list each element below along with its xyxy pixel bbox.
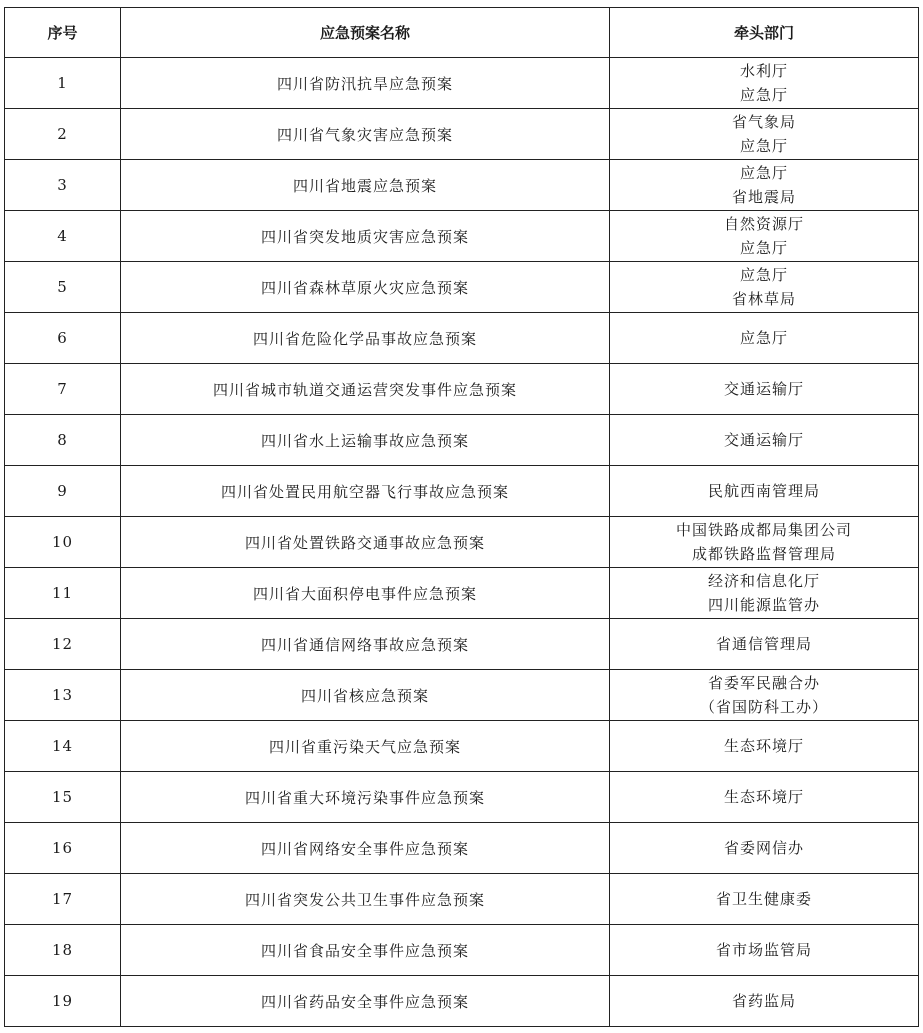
plan-name-cell: 四川省气象灾害应急预案: [121, 109, 610, 160]
table-row: [5, 160, 919, 211]
lead-department-cell: [610, 211, 919, 262]
plan-name-cell: 四川省药品安全事件应急预案: [121, 976, 610, 1027]
plan-name-cell: 四川省突发公共卫生事件应急预案: [121, 874, 610, 925]
table-row: [5, 823, 919, 874]
serial-number-cell: 2: [5, 109, 121, 160]
header-row: [5, 8, 919, 58]
table-row: [5, 58, 919, 109]
table-row: [5, 262, 919, 313]
department-name: 省卫生健康委: [715, 890, 812, 908]
department-name: 省市场监管局: [715, 941, 812, 959]
plan-name-cell: 四川省核应急预案: [121, 670, 610, 721]
lead-department-cell: [610, 364, 919, 415]
plan-name-cell: 四川省通信网络事故应急预案: [121, 619, 610, 670]
serial-number-cell: 6: [5, 313, 121, 364]
lead-department-cell: [610, 415, 919, 466]
department-name: 应急厅: [739, 137, 788, 155]
table-row: [5, 313, 919, 364]
table-row: [5, 466, 919, 517]
plan-name-cell: 四川省水上运输事故应急预案: [121, 415, 610, 466]
table-body: [5, 58, 919, 1027]
table-row: [5, 874, 919, 925]
serial-number-cell: 9: [5, 466, 121, 517]
table-row: [5, 568, 919, 619]
plan-name-cell: 四川省突发地质灾害应急预案: [121, 211, 610, 262]
plan-name-cell: 四川省危险化学品事故应急预案: [121, 313, 610, 364]
department-name: 中国铁路成都局集团公司: [675, 521, 852, 539]
emergency-plan-table: [4, 7, 919, 1027]
table-header: [5, 8, 919, 58]
department-name: 省通信管理局: [715, 635, 812, 653]
plan-name-cell: 四川省处置民用航空器飞行事故应急预案: [121, 466, 610, 517]
department-name: 自然资源厅: [723, 215, 804, 233]
lead-department-cell: [610, 670, 919, 721]
plan-name-cell: 四川省食品安全事件应急预案: [121, 925, 610, 976]
plan-name-cell: 四川省防汛抗旱应急预案: [121, 58, 610, 109]
lead-department-cell: [610, 568, 919, 619]
department-name: 交通运输厅: [723, 380, 804, 398]
department-name: 交通运输厅: [723, 431, 804, 449]
lead-department-cell: [610, 874, 919, 925]
plan-name-cell: 四川省网络安全事件应急预案: [121, 823, 610, 874]
serial-number-cell: 17: [5, 874, 121, 925]
plan-name-cell: 四川省地震应急预案: [121, 160, 610, 211]
serial-number-cell: 7: [5, 364, 121, 415]
serial-number-cell: 4: [5, 211, 121, 262]
department-name: 省地震局: [731, 188, 796, 206]
table-row: [5, 364, 919, 415]
department-name: 省药监局: [731, 992, 796, 1010]
lead-department-cell: [610, 313, 919, 364]
serial-number-cell: 1: [5, 58, 121, 109]
serial-number-cell: 18: [5, 925, 121, 976]
lead-department-cell: [610, 823, 919, 874]
department-name: 民航西南管理局: [707, 482, 820, 500]
serial-number-cell: 10: [5, 517, 121, 568]
serial-number-cell: 12: [5, 619, 121, 670]
lead-department-cell: [610, 925, 919, 976]
department-name: 生态环境厅: [723, 788, 804, 806]
lead-department-cell: [610, 772, 919, 823]
table-row: [5, 109, 919, 160]
serial-number-cell: 14: [5, 721, 121, 772]
department-name: （省国防科工办）: [699, 698, 828, 716]
department-name: 省委网信办: [723, 839, 804, 857]
serial-number-cell: 16: [5, 823, 121, 874]
plan-name-cell: 四川省城市轨道交通运营突发事件应急预案: [121, 364, 610, 415]
header-serial-number: 序号: [5, 8, 121, 58]
serial-number-cell: 11: [5, 568, 121, 619]
serial-number-cell: 5: [5, 262, 121, 313]
department-name: 省委军民融合办: [707, 674, 820, 692]
department-name: 应急厅: [739, 239, 788, 257]
plan-name-cell: 四川省重污染天气应急预案: [121, 721, 610, 772]
lead-department-cell: [610, 517, 919, 568]
department-name: 经济和信息化厅: [707, 572, 820, 590]
lead-department-cell: [610, 619, 919, 670]
lead-department-cell: [610, 976, 919, 1027]
table-row: [5, 211, 919, 262]
table-row: [5, 517, 919, 568]
plan-name-cell: 四川省处置铁路交通事故应急预案: [121, 517, 610, 568]
lead-department-cell: [610, 160, 919, 211]
table-row: [5, 976, 919, 1027]
serial-number-cell: 15: [5, 772, 121, 823]
table-row: [5, 415, 919, 466]
serial-number-cell: 13: [5, 670, 121, 721]
department-name: 水利厅: [739, 62, 788, 80]
table-row: [5, 619, 919, 670]
department-name: 省气象局: [731, 113, 796, 131]
plan-name-cell: 四川省大面积停电事件应急预案: [121, 568, 610, 619]
serial-number-cell: 3: [5, 160, 121, 211]
lead-department-cell: [610, 58, 919, 109]
serial-number-cell: 8: [5, 415, 121, 466]
header-lead-department: 牵头部门: [610, 8, 919, 58]
table-row: [5, 772, 919, 823]
department-name: 应急厅: [739, 86, 788, 104]
lead-department-cell: [610, 466, 919, 517]
header-plan-name: 应急预案名称: [121, 8, 610, 58]
plan-name-cell: 四川省森林草原火灾应急预案: [121, 262, 610, 313]
lead-department-cell: [610, 262, 919, 313]
department-name: 四川能源监管办: [707, 596, 820, 614]
table-row: [5, 721, 919, 772]
serial-number-cell: 19: [5, 976, 121, 1027]
department-name: 应急厅: [739, 329, 788, 347]
department-name: 成都铁路监督管理局: [691, 545, 836, 563]
department-name: 应急厅: [739, 266, 788, 284]
department-name: 应急厅: [739, 164, 788, 182]
plan-name-cell: 四川省重大环境污染事件应急预案: [121, 772, 610, 823]
table-row: [5, 670, 919, 721]
department-name: 生态环境厅: [723, 737, 804, 755]
table-row: [5, 925, 919, 976]
lead-department-cell: [610, 721, 919, 772]
department-name: 省林草局: [731, 290, 796, 308]
lead-department-cell: [610, 109, 919, 160]
